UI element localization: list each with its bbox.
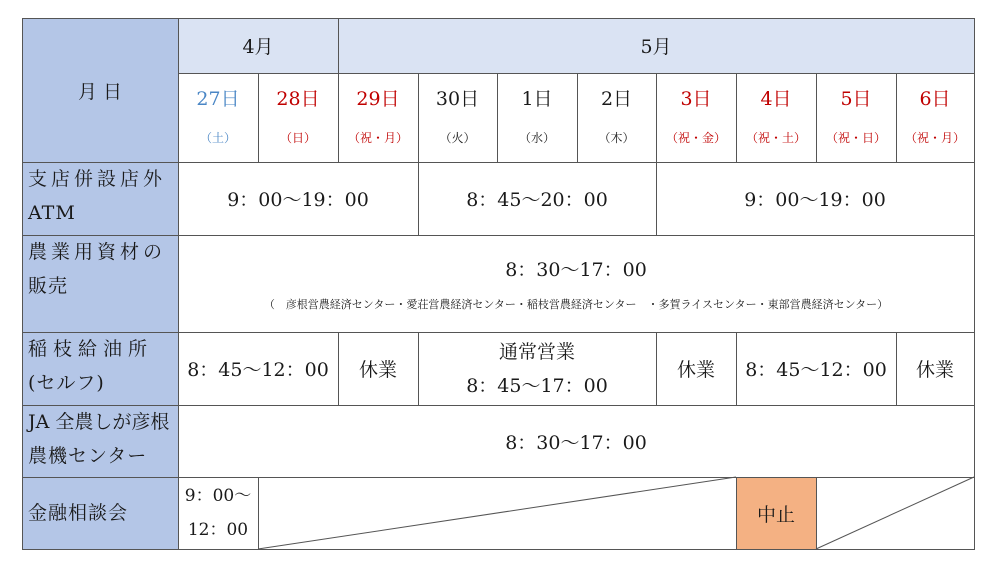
day-number: 2日 bbox=[600, 87, 633, 110]
day-of-week: （祝・月） bbox=[347, 130, 408, 145]
finance-hours-line2: 12：00 bbox=[187, 520, 249, 540]
no-session-diagonal bbox=[258, 477, 736, 549]
may-label: 5月 bbox=[640, 36, 672, 58]
agri-hours: 8：30〜17：00 bbox=[505, 259, 647, 281]
gas-label-line2: (セルフ) bbox=[28, 372, 105, 394]
gas-normal-label: 通常営業 bbox=[498, 340, 575, 363]
atm-hours-may-text: 9：00〜19：00 bbox=[744, 189, 886, 211]
day-of-week: （火） bbox=[439, 130, 476, 145]
april-label: 4月 bbox=[242, 36, 274, 58]
finance-cancelled-label: 中止 bbox=[756, 503, 795, 526]
day-number: 5日 bbox=[840, 87, 872, 110]
gas-closed-2-text: 休業 bbox=[676, 359, 715, 381]
agri-label-line1: 農業用資材の bbox=[28, 241, 167, 263]
day-of-week: （土） bbox=[199, 130, 236, 145]
day-of-week: （日） bbox=[279, 130, 316, 145]
day-of-week: （木） bbox=[598, 130, 635, 145]
agri-label-line2: 販売 bbox=[28, 275, 69, 297]
day-number: 1日 bbox=[521, 87, 553, 110]
gas-hours-may4-text: 8：45〜12：00 bbox=[745, 359, 887, 381]
agri-centers-note: （ 彦根営農経済センター・愛荘営農経済センター・稲枝営農経済センター ・多賀ライスセンター・東部営農経済センター） bbox=[263, 298, 889, 311]
no-session-diagonal bbox=[816, 477, 974, 549]
day-number: 3日 bbox=[680, 87, 712, 110]
day-of-week: （祝・金） bbox=[665, 130, 726, 145]
machine-label-line1: JA 全農しが彦根 bbox=[28, 411, 170, 433]
day-number: 27日 bbox=[196, 87, 240, 110]
gas-closed-3-text: 休業 bbox=[915, 359, 954, 381]
machine-hours: 8：30〜17：00 bbox=[505, 431, 647, 454]
gas-label-line1: 稲枝給油所 bbox=[28, 338, 154, 360]
day-number: 28日 bbox=[276, 87, 320, 110]
atm-hours-apr-text: 9：00〜19：00 bbox=[227, 189, 369, 211]
table-border bbox=[23, 19, 975, 550]
month-day-label: 月 日 bbox=[77, 80, 123, 103]
day-of-week: （水） bbox=[518, 130, 555, 145]
day-number: 30日 bbox=[435, 87, 480, 110]
machine-label-line2: 農機センター bbox=[28, 445, 148, 467]
gas-hours-apr27-text: 8：45〜12：00 bbox=[187, 359, 329, 381]
gas-normal-hours-text: 8：45〜17：00 bbox=[466, 374, 608, 397]
day-of-week: （祝・土） bbox=[745, 130, 806, 145]
atm-hours-mid-text: 8：45〜20：00 bbox=[466, 189, 608, 211]
gas-closed-1-text: 休業 bbox=[358, 359, 397, 381]
day-of-week: （祝・月） bbox=[904, 130, 965, 145]
atm-label-line2: ATM bbox=[28, 202, 76, 224]
day-number: 6日 bbox=[919, 87, 951, 110]
finance-hours-line1: 9：00〜 bbox=[184, 486, 252, 506]
day-number: 29日 bbox=[356, 87, 400, 110]
day-number: 4日 bbox=[760, 87, 792, 110]
finance-label: 金融相談会 bbox=[28, 502, 129, 524]
day-of-week: （祝・日） bbox=[825, 130, 886, 145]
atm-label-line1: 支店併設店外 bbox=[28, 168, 167, 190]
